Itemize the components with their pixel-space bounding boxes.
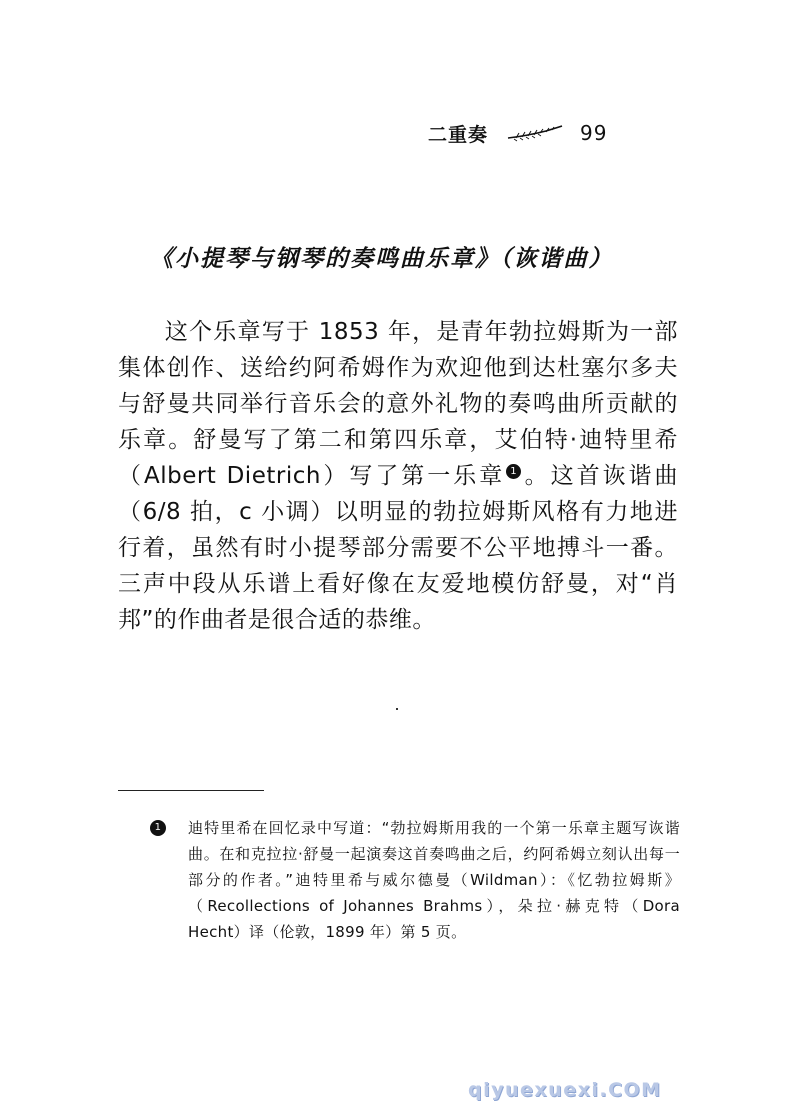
- running-header-section: 二重奏: [428, 123, 489, 146]
- article-title: 《小提琴与钢琴的奏鸣曲乐章》（诙谐曲）: [150, 246, 614, 272]
- running-header: [428, 118, 607, 148]
- footnote-marker: 1: [150, 820, 166, 836]
- footnote-reference-marker[interactable]: 1: [506, 464, 521, 479]
- page-number: 99: [580, 121, 608, 145]
- stray-dot: [396, 708, 398, 710]
- watermark-text: qiyuexuexi.COM: [468, 1079, 662, 1101]
- body-text-part-2: 。这首诙谐曲（6/8 拍，c 小调）以明显的勃拉姆斯风格有力地进行着，虽然有时小提琴部分需要不公平地搏斗一番。三声中段从乐谱上看好像在友爱地模仿舒曼，对“肖邦”的作曲者是很合适的恭维。: [118, 463, 678, 633]
- footnote-text: 迪特里希在回忆录中写道：“勃拉姆斯用我的一个第一乐章主题写诙谐曲。在和克拉拉·舒曼一起演奏这首奏鸣曲之后，约阿希姆立刻认出每一部分的作者。”迪特里希与威尔德曼（Wildman）：《忆勃拉姆斯》（Recollections of Johannes Brahms），朵拉·赫克特（Dora Hecht）译（伦敦，1899 年）第 5 页。: [188, 819, 680, 941]
- body-text-part-1: 这个乐章写于 1853 年，是青年勃拉姆斯为一部集体创作、送给约阿希姆作为欢迎他到达杜塞尔多夫与舒曼共同举行音乐会的意外礼物的奏鸣曲所贡献的乐章。舒曼写了第二和第四乐章，艾伯特·迪特里希（Albert Dietrich）写了第一乐章: [118, 319, 678, 489]
- footnote: [150, 815, 680, 945]
- footnote-divider: [118, 790, 264, 791]
- feather-ornament-icon: [506, 124, 564, 142]
- watermark: [468, 1070, 768, 1110]
- body-paragraph: [118, 314, 678, 638]
